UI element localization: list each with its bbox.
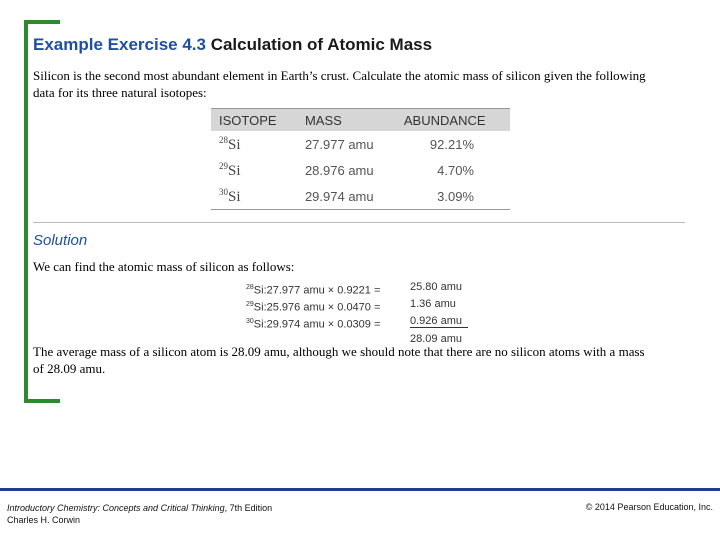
mass-number: 29 <box>246 301 254 308</box>
mass-number: 29 <box>219 160 228 171</box>
table-row <box>211 157 510 183</box>
solution-heading: Solution <box>33 232 88 249</box>
header-mass: MASS <box>297 109 396 132</box>
calculation-block <box>246 279 462 348</box>
table-row <box>211 131 510 157</box>
footer-edition: , 7th Edition <box>224 503 273 513</box>
sum-line <box>410 327 468 328</box>
section-divider <box>33 222 685 223</box>
calc-result: 1.36 amu <box>410 298 456 310</box>
element-symbol: Si <box>228 136 241 153</box>
element-symbol: Si <box>228 188 241 205</box>
header-isotope: ISOTOPE <box>211 109 297 132</box>
title-prefix: Example Exercise 4.3 <box>33 35 206 54</box>
abundance-cell: 3.09% <box>437 188 474 204</box>
abundance-cell: 4.70% <box>437 162 474 178</box>
mass-number: 30 <box>246 318 254 325</box>
calc-expression: Si:25.976 amu × 0.0470 = <box>253 301 381 314</box>
green-bracket-top <box>24 20 60 24</box>
problem-text: Silicon is the second most abundant element in Earth’s crust. Calculate the atomic mass of silicon given the following data for its three natural isotopes: <box>33 68 646 100</box>
calc-total: 28.09 amu <box>410 333 462 345</box>
element-symbol: Si <box>228 162 241 179</box>
table-row <box>211 183 510 210</box>
mass-cell: 28.976 amu <box>304 162 374 178</box>
solution-intro: We can find the atomic mass of silicon as follows: <box>33 259 295 274</box>
abundance-cell: 92.21% <box>429 136 474 152</box>
isotope-cell <box>211 157 297 183</box>
calc-expression: Si:29.974 amu × 0.0309 = <box>253 318 381 331</box>
calc-row <box>246 313 462 331</box>
green-bracket-bottom <box>24 399 60 403</box>
mass-cell: 27.977 amu <box>304 136 374 152</box>
header-abundance: ABUNDANCE <box>396 109 510 132</box>
footer-author: Charles H. Corwin <box>7 515 81 525</box>
page-title <box>33 35 432 55</box>
mass-number: 30 <box>219 186 228 197</box>
footer-citation <box>7 502 272 526</box>
footer-copyright: © 2014 Pearson Education, Inc. <box>585 502 713 512</box>
footer-book-title: Introductory Chemistry: Concepts and Critical Thinking <box>7 503 225 513</box>
table-header-row <box>211 109 510 132</box>
footer-rule <box>0 488 720 491</box>
calc-row <box>246 279 462 297</box>
solution-conclusion: The average mass of a silicon atom is 28.09 amu, although we should note that there are no silicon atoms with a mass of 28.09 amu. <box>33 344 645 376</box>
calc-result: 0.926 amu <box>410 315 462 327</box>
title-text: Calculation of Atomic Mass <box>210 35 433 54</box>
mass-cell: 29.974 amu <box>304 188 374 204</box>
mass-number: 28 <box>219 134 228 145</box>
isotope-table <box>211 108 510 210</box>
isotope-cell <box>211 183 297 210</box>
isotope-cell <box>211 131 297 157</box>
green-bracket-vertical <box>24 20 28 403</box>
calc-result: 25.80 amu <box>410 281 462 293</box>
calc-expression: Si:27.977 amu × 0.9221 = <box>253 284 381 297</box>
mass-number: 28 <box>246 284 254 291</box>
calc-row <box>246 296 456 314</box>
